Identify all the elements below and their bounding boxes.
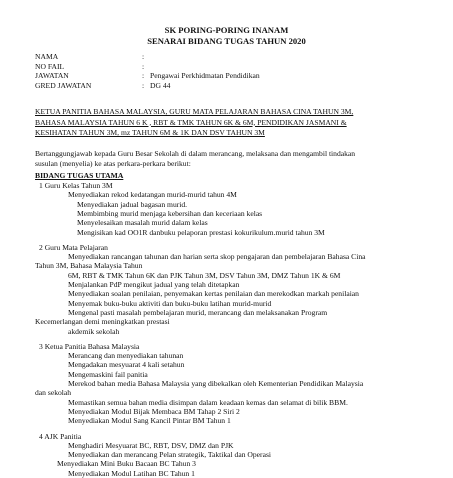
intro-line: susulan (menyelia) ke atas perkara-perkara berikut: [35, 159, 191, 168]
duty-item: Membimbing murid menjaga kebersihan dan keceriaan kelas [77, 208, 263, 218]
duty-item: Mengisikan kad OO1R danbuku pelaporan prestasi kokurikulum.murid tahun 3M [77, 227, 325, 237]
duty-item: Menyediakan jadual bagasan murid. [77, 199, 188, 209]
field-value: DG 44 [150, 80, 171, 90]
duty-item: Tahun 3M, Bahasa Malaysia Tahun [35, 261, 143, 271]
duty-item: Menyelesaikan masalah murid dalam kelas [77, 218, 208, 228]
duty-item: Mengenal pasti masalah pembelajaran murid, merancang dan melaksanakan Program [68, 307, 328, 317]
duty-item: Menyediakan rekod kedatangan murid-murid tahun 4M [68, 190, 237, 200]
field-label: JAWATAN [35, 71, 69, 80]
field-colon: : [142, 80, 145, 90]
duty-item: dan sekolah [35, 388, 72, 398]
appointment-line: BAHASA MALAYSIA TAHUN 6 K , RBT & TMK TAHUN 6K & 6M, PENDIDIKAN JASMANI & [35, 117, 347, 127]
duty-item: Menyemak buku-buku aktiviti dan buku-buku latihan murid-murid [68, 298, 272, 308]
field-label: NAMA [35, 52, 59, 61]
duty-heading: 3 Ketua Panitia Bahasa Malaysia [39, 341, 140, 351]
duty-item: Kecemerlangan demi meningkatkan prestasi [35, 317, 170, 327]
duty-item: Menyediakan Mini Buku Bacaan BC Tahun 3 [57, 459, 196, 469]
duty-item: Menyediakan Modul Bijak Membaca BM Tahap 2 Siri 2 [68, 406, 240, 416]
duty-item: Mengadakan mesyuarat 4 kali setahun [68, 360, 185, 370]
intro-line: Bertanggungjawab kepada Guru Besar Sekolah di dalam merancang, melaksana dan mengambil tindakan [35, 149, 356, 158]
duty-item: Memastikan semua bahan media disimpan dalam keadaan kemas dan selamat di bilik BBM. [68, 397, 348, 407]
appointment-line: KESIHATAN TAHUN 3M, mz TAHUN 6M & 1K DAN DSV TAHUN 3M [35, 128, 265, 137]
duty-heading: 1 Guru Kelas Tahun 3M [39, 181, 113, 190]
duty-item: Menyediakan soalan penilaian, penyemakan kertas penilaian dan merekodkan markah penilaian [68, 289, 359, 299]
duty-item: Menghadiri Mesyuarat BC, RBT, DSV, DMZ dan PJK [68, 440, 234, 450]
duty-heading: 2 Guru Mata Pelajaran [39, 242, 108, 252]
duty-item: 6M, RBT & TMK Tahun 6K dan PJK Tahun 3M, DSV Tahun 3M, DMZ Tahun 1K & 6M [68, 270, 341, 280]
field-colon: : [142, 61, 145, 71]
duty-heading: 4 AJK Panitia [39, 431, 82, 441]
duty-item: Menyediakan Modul Sang Kancil Pintar BM Tahun 1 [68, 416, 231, 426]
school-name: SK PORING-PORING INANAM [164, 25, 289, 35]
field-label: GRED JAWATAN [35, 80, 92, 90]
duty-item: Menyediakan Modul Latihan BC Tahun 1 [68, 468, 195, 478]
field-colon: : [142, 71, 145, 80]
duty-item: Merancang dan menyediakan tahunan [68, 351, 184, 361]
section-heading: BIDANG TUGAS UTAMA [35, 171, 124, 180]
duty-item: Menyediakan rancangan tahunan dan harian serta skop pengajaran dan pembelajaran Bahasa Cina [68, 252, 366, 262]
duty-item: akdemik sekolah [68, 326, 120, 336]
duty-item: Merekod bahan media Bahasa Malaysia yang dibekalkan oleh Kementerian Pendidikan Malaysia [68, 379, 364, 388]
document-title: SENARAI BIDANG TUGAS TAHUN 2020 [147, 36, 306, 46]
field-value: Pengawai Perkhidmatan Pendidikan [150, 71, 260, 80]
duty-item: Menjalankan PdP mengikut jadual yang telah ditetapkan [68, 280, 240, 289]
duty-item: Mengemaskini fail panitia [68, 369, 148, 379]
appointment-line: KETUA PANITIA BAHASA MALAYSIA, GURU MATA PELAJARAN BAHASA CINA TAHUN 3M, [35, 107, 354, 116]
duty-item: Menyediakan dan merancang Pelan strategik, Taktikal dan Operasi [68, 450, 272, 460]
field-colon: : [142, 52, 145, 61]
field-label: NO FAIL [35, 61, 65, 71]
